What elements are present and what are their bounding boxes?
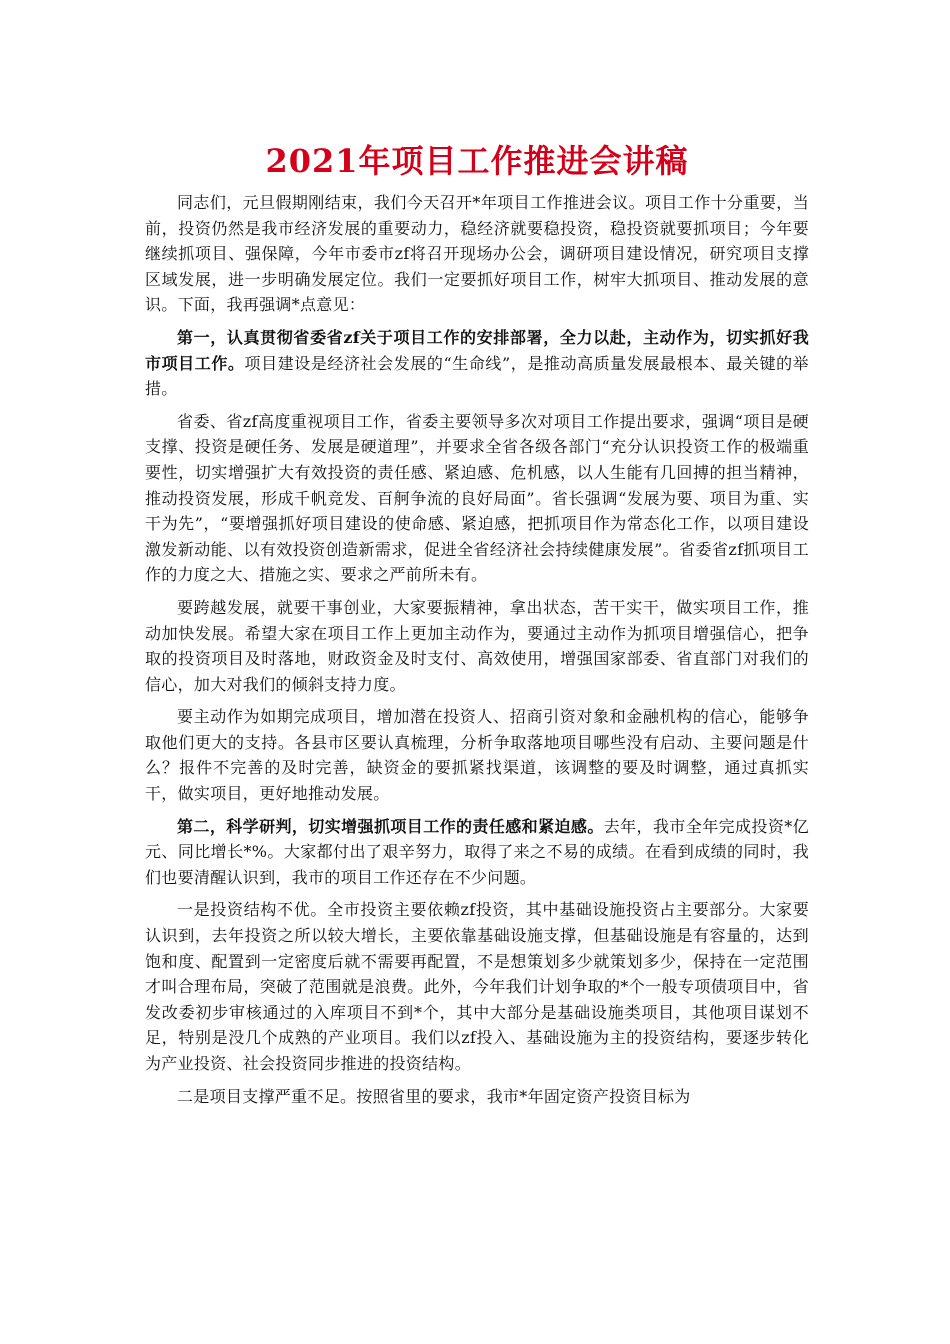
- paragraph-lead: 第二，科学研判，切实增强抓项目工作的责任感和紧迫感。: [177, 816, 604, 836]
- paragraph: [145, 897, 809, 1076]
- paragraph-text: 要跨越发展，就要干事创业，大家要振精神，拿出状态，苦干实干，做实项目工作，推动加快发展。希望大家在项目工作上更加主动作为，要通过主动作为抓项目增强信心，把争取的投资项目及时落地，财政资金及时支付、高效使用，增强国家部委、省直部门对我们的信心，加大对我们的倾斜支持力度。: [145, 597, 809, 694]
- paragraph-lead: 第一，认真贯彻省委省zf关于项目工作的安排部署，全力以赴，主动作为，切实抓好我市项目工作。: [145, 327, 809, 373]
- paragraph-point-two: [145, 814, 809, 891]
- paragraph: [145, 1084, 809, 1110]
- paragraph: [145, 595, 809, 697]
- paragraph-text: 一是投资结构不优。全市投资主要依赖zf投资，其中基础设施投资占主要部分。大家要认识到，去年投资之所以较大增长，主要依靠基础设施支撑，但基础设施是有容量的，达到饱和度、配置到一定密度后就不需要再配置，不是想策划多少就策划多少，保持在一定范围才叫合理布局，突破了范围就是浪费。此外，今年我们计划争取的*个一般专项债项目中，省发改委初步审核通过的入库项目不到*个，其中大部分是基础设施类项目，其他项目谋划不足，特别是没几个成熟的产业项目。我们以zf投入、基础设施为主的投资结构，要逐步转化为产业投资、社会投资同步推进的投资结构。: [145, 900, 809, 1073]
- paragraph-text: 同志们，元旦假期刚结束，我们今天召开*年项目工作推进会议。项目工作十分重要，当前，投资仍然是我市经济发展的重要动力，稳经济就要稳投资，稳投资就要抓项目；今年要继续抓项目、强保障，今年市委市zf将召开现场办公会，调研项目建设情况，研究项目支撑区域发展，进一步明确发展定位。我们一定要抓好项目工作，树牢大抓项目、推动发展的意识。下面，我再强调*点意见：: [145, 193, 809, 315]
- paragraph-text: 要主动作为如期完成项目，增加潜在投资人、招商引资对象和金融机构的信心，能够争取他们更大的支持。各县市区要认真梳理，分析争取落地项目哪些没有启动、主要问题是什么？报件不完善的及时完善，缺资金的要抓紧找渠道，该调整的要及时调整，通过真抓实干，做实项目，更好地推动发展。: [145, 707, 809, 804]
- document-page: [145, 138, 809, 1116]
- paragraph: [145, 409, 809, 588]
- document-title: 2021年项目工作推进会讲稿: [265, 142, 689, 180]
- paragraph-intro: [145, 190, 809, 318]
- paragraph-point-one: [145, 325, 809, 402]
- paragraph-text: 项目建设是经济社会发展的“生命线”，是推动高质量发展最根本、最关键的举措。: [145, 353, 809, 399]
- paragraph-text: 去年，我市全年完成投资*亿元、同比增长*%。大家都付出了艰辛努力，取得了来之不易的成绩。在看到成绩的同时，我们也要清醒认识到，我市的项目工作还存在不少问题。: [145, 816, 809, 887]
- document-body: [145, 190, 809, 1109]
- paragraph-text: 省委、省zf高度重视项目工作，省委主要领导多次对项目工作提出要求，强调“项目是硬支撑、投资是硬任务、发展是硬道理”，并要求全省各级各部门“充分认识投资工作的极端重要性，切实增强扩大有效投资的责任感、紧迫感、危机感，以人生能有几回搏的担当精神，推动投资发展，形成千帆竞发、百舸争流的良好局面”。省长强调“发展为要、项目为重、实干为先”，“要增强抓好项目建设的使命感、紧迫感，把抓项目作为常态化工作，以项目建设激发新动能、以有效投资创造新需求，促进全省经济社会持续健康发展”。省委省zf抓项目工作的力度之大、措施之实、要求之严前所未有。: [145, 411, 809, 585]
- paragraph: [145, 704, 809, 806]
- paragraph-text: 二是项目支撑严重不足。按照省里的要求，我市*年固定资产投资目标为: [177, 1086, 691, 1106]
